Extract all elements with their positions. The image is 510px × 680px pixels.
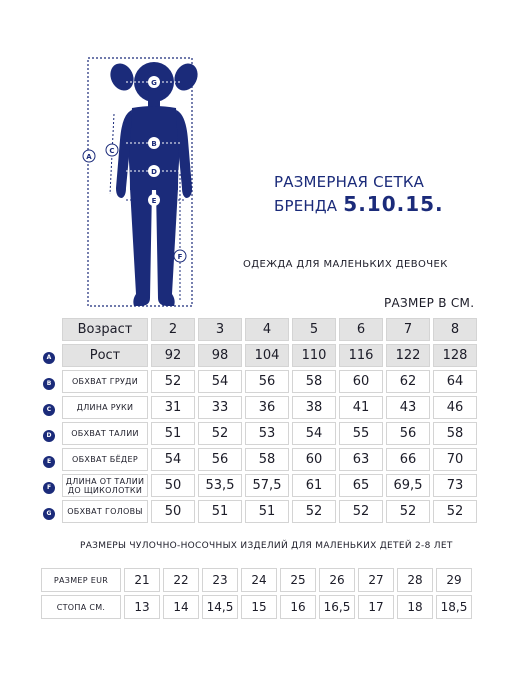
table-cell: 56 [245, 370, 289, 393]
table-cell: 63 [339, 448, 383, 471]
socks-cell: 23 [202, 568, 238, 592]
svg-text:D: D [151, 168, 157, 176]
socks-row [41, 568, 472, 592]
table-cell: 53,5 [198, 474, 242, 497]
socks-cell: 15 [241, 595, 277, 619]
header-age-cell: 5 [292, 318, 336, 341]
socks-section-title: РАЗМЕРЫ ЧУЛОЧНО-НОСОЧНЫХ ИЗДЕЛИЙ ДЛЯ МАЛЕНЬКИХ ДЕТЕЙ 2-8 ЛЕТ [80, 541, 453, 551]
marker-badge-icon: B [43, 378, 55, 390]
table-cell: 36 [245, 396, 289, 419]
table-cell: 50 [151, 500, 195, 523]
socks-cell: 18 [397, 595, 433, 619]
table-row [39, 500, 477, 523]
header-age-cell: 8 [433, 318, 477, 341]
header-age-cell: 3 [198, 318, 242, 341]
marker-badge-icon: D [43, 430, 55, 442]
table-cell: 41 [339, 396, 383, 419]
row-label: ДЛИНА РУКИ [62, 396, 148, 419]
socks-cell: 25 [280, 568, 316, 592]
table-row [39, 344, 477, 367]
table-cell: 58 [292, 370, 336, 393]
svg-text:C: C [109, 147, 115, 155]
socks-cell: 27 [358, 568, 394, 592]
table-row [39, 396, 477, 419]
svg-text:E: E [151, 197, 157, 205]
socks-row-label: РАЗМЕР EUR [41, 568, 121, 592]
svg-text:B: B [151, 140, 157, 148]
table-cell: 52 [292, 500, 336, 523]
table-cell: 66 [386, 448, 430, 471]
marker-badge-icon: F [43, 482, 55, 494]
svg-text:F: F [177, 253, 183, 261]
socks-cell: 16,5 [319, 595, 355, 619]
row-label: ОБХВАТ ГРУДИ [62, 370, 148, 393]
row-marker-cell [39, 474, 59, 497]
table-cell: 53 [245, 422, 289, 445]
table-cell: 65 [339, 474, 383, 497]
table-cell: 122 [386, 344, 430, 367]
table-cell: 57,5 [245, 474, 289, 497]
table-cell: 116 [339, 344, 383, 367]
table-cell: 110 [292, 344, 336, 367]
table-header-row [39, 318, 477, 341]
table-cell: 58 [433, 422, 477, 445]
row-marker-cell [39, 448, 59, 471]
socks-cell: 14,5 [202, 595, 238, 619]
header-spacer [39, 318, 59, 341]
marker-b-icon [148, 137, 160, 149]
table-cell: 92 [151, 344, 195, 367]
marker-badge-icon: G [43, 508, 55, 520]
table-cell: 62 [386, 370, 430, 393]
marker-badge-icon: C [43, 404, 55, 416]
table-cell: 31 [151, 396, 195, 419]
marker-a-icon [83, 150, 95, 162]
socks-cell: 26 [319, 568, 355, 592]
table-cell: 52 [386, 500, 430, 523]
marker-e-icon [148, 194, 160, 206]
socks-cell: 18,5 [436, 595, 472, 619]
table-cell: 128 [433, 344, 477, 367]
table-cell: 73 [433, 474, 477, 497]
socks-row [41, 595, 472, 619]
table-row [39, 448, 477, 471]
size-unit-note: РАЗМЕР В СМ. [384, 296, 475, 310]
table-cell: 69,5 [386, 474, 430, 497]
row-label: ОБХВАТ ГОЛОВЫ [62, 500, 148, 523]
socks-cell: 22 [163, 568, 199, 592]
table-cell: 52 [151, 370, 195, 393]
table-cell: 104 [245, 344, 289, 367]
header-age-label: Возраст [62, 318, 148, 341]
header-age-cell: 2 [151, 318, 195, 341]
socks-cell: 16 [280, 595, 316, 619]
row-marker-cell [39, 344, 59, 367]
table-cell: 33 [198, 396, 242, 419]
socks-cell: 17 [358, 595, 394, 619]
table-cell: 60 [292, 448, 336, 471]
socks-cell: 14 [163, 595, 199, 619]
socks-cell: 28 [397, 568, 433, 592]
row-marker-cell [39, 396, 59, 419]
socks-cell: 21 [124, 568, 160, 592]
size-table [36, 315, 480, 526]
table-cell: 51 [151, 422, 195, 445]
table-cell: 43 [386, 396, 430, 419]
table-cell: 54 [292, 422, 336, 445]
row-label: ОБХВАТ ТАЛИИ [62, 422, 148, 445]
table-cell: 56 [198, 448, 242, 471]
marker-g-icon [148, 76, 160, 88]
table-cell: 70 [433, 448, 477, 471]
table-cell: 55 [339, 422, 383, 445]
row-marker-cell [39, 500, 59, 523]
row-marker-cell [39, 422, 59, 445]
socks-table [38, 565, 475, 622]
title-block [274, 172, 444, 216]
table-cell: 38 [292, 396, 336, 419]
subtitle: ОДЕЖДА ДЛЯ МАЛЕНЬКИХ ДЕВОЧЕК [243, 259, 448, 270]
title-line-2 [274, 192, 444, 216]
marker-d-icon [148, 165, 160, 177]
marker-f-icon [174, 250, 186, 262]
title-brand-prefix: БРЕНДА [274, 197, 338, 215]
row-label: ОБХВАТ БЁДЕР [62, 448, 148, 471]
socks-cell: 29 [436, 568, 472, 592]
table-cell: 46 [433, 396, 477, 419]
table-cell: 51 [198, 500, 242, 523]
table-cell: 50 [151, 474, 195, 497]
socks-cell: 13 [124, 595, 160, 619]
table-cell: 58 [245, 448, 289, 471]
table-cell: 52 [433, 500, 477, 523]
table-cell: 56 [386, 422, 430, 445]
table-cell: 98 [198, 344, 242, 367]
table-cell: 60 [339, 370, 383, 393]
table-row [39, 370, 477, 393]
socks-row-label: СТОПА СМ. [41, 595, 121, 619]
title-line-1: РАЗМЕРНАЯ СЕТКА [274, 173, 425, 191]
header-age-cell: 6 [339, 318, 383, 341]
row-label: Рост [62, 344, 148, 367]
row-marker-cell [39, 370, 59, 393]
marker-badge-icon: A [43, 352, 55, 364]
table-row [39, 422, 477, 445]
header-age-cell: 4 [245, 318, 289, 341]
table-cell: 54 [198, 370, 242, 393]
svg-text:G: G [151, 79, 157, 87]
brand-logo: 5.10.15. [343, 192, 444, 216]
row-label: ДЛИНА ОТ ТАЛИИ ДО ЩИКОЛОТКИ [62, 474, 148, 497]
socks-cell: 24 [241, 568, 277, 592]
svg-text:A: A [86, 153, 92, 161]
table-cell: 52 [339, 500, 383, 523]
table-cell: 54 [151, 448, 195, 471]
header-age-cell: 7 [386, 318, 430, 341]
table-row [39, 474, 477, 497]
marker-badge-icon: E [43, 456, 55, 468]
table-cell: 51 [245, 500, 289, 523]
child-silhouette-figure [82, 50, 202, 312]
table-cell: 52 [198, 422, 242, 445]
table-cell: 64 [433, 370, 477, 393]
table-cell: 61 [292, 474, 336, 497]
marker-c-icon [106, 144, 118, 156]
